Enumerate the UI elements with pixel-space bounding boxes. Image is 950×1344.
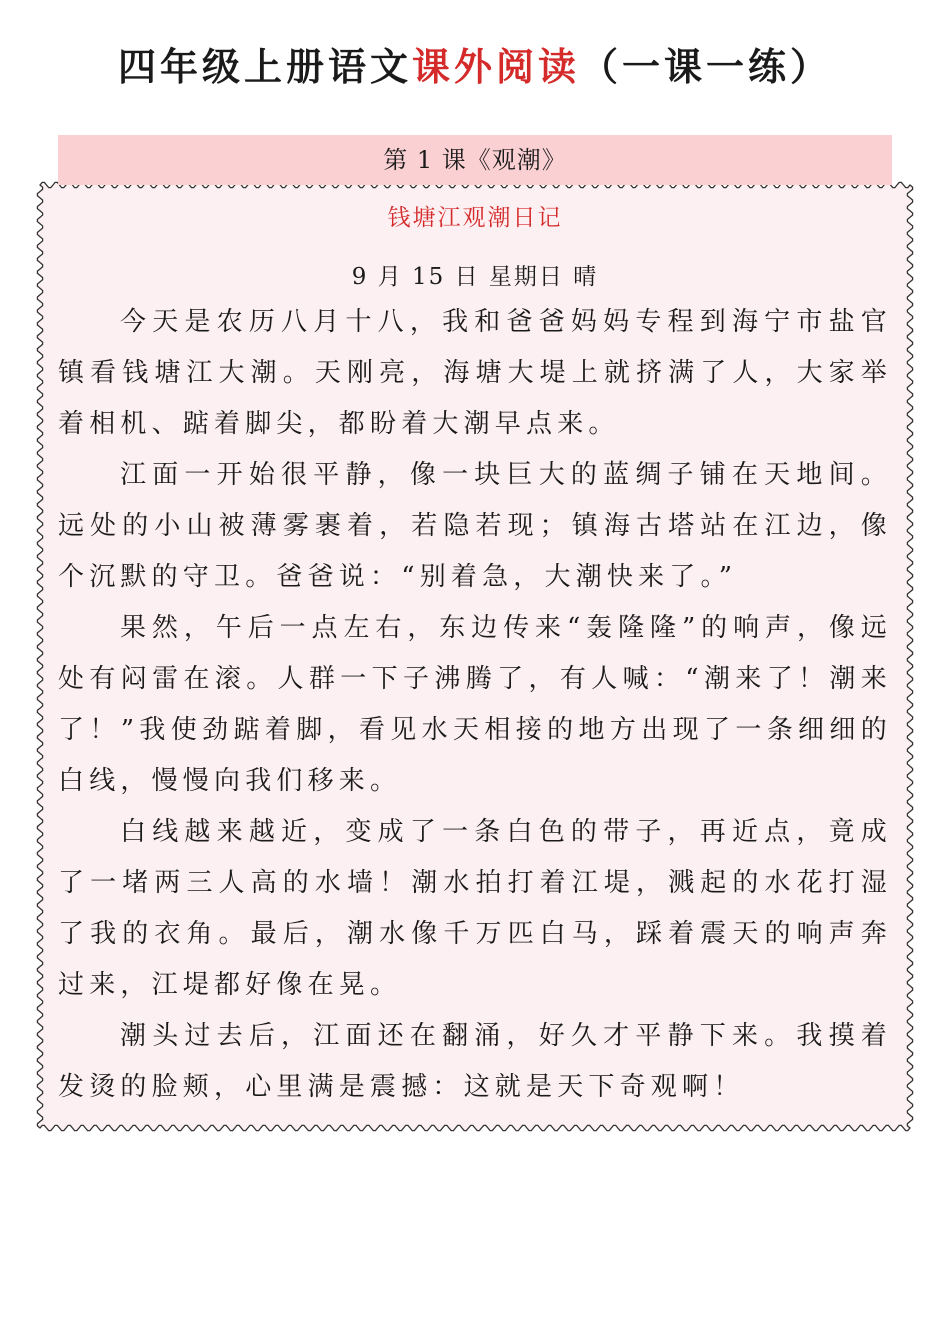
title-reading: 课外阅读 bbox=[411, 44, 580, 89]
paragraph-1: 今天是农历八月十八，我和爸爸妈妈专程到海宁市盐官镇看钱塘江大潮。天刚亮，海塘大堤上就挤满了人，大家举着相机、踮着脚尖，都盼着大潮早点来。 bbox=[58, 307, 892, 439]
paragraph-5: 潮头过去后，江面还在翻涌，好久才平静下来。我摸着发烫的脸颊，心里满是震撼：这就是天下奇观啊！ bbox=[58, 1021, 892, 1102]
paragraph-4: 白线越来越近，变成了一条白色的带子，再近点，竟成了一堵两三人高的水墙！潮水拍打着江堤，溅起的水花打湿了我的衣角。最后，潮水像千万匹白马，踩着震天的响声奔过来，江堤都好像在晃。 bbox=[58, 817, 892, 1000]
story-content bbox=[58, 196, 892, 1113]
lesson-title-bar bbox=[58, 135, 892, 185]
title-practice: （一课一练） bbox=[580, 44, 833, 89]
story-title: 钱塘江观潮日记 bbox=[387, 205, 563, 231]
diary-date: 9 月 15 日 星期日 晴 bbox=[351, 264, 599, 290]
paragraph-3: 果然，午后一点左右，东边传来“轰隆隆”的响声，像远处有闷雷在滚。人群一下子沸腾了，有人喊：“潮来了！潮来了！”我使劲踮着脚，看见水天相接的地方出现了一条细细的白线，慢慢向我们移来。 bbox=[58, 613, 892, 796]
title-grade: 四年级上册语文 bbox=[117, 44, 412, 89]
paragraph-2: 江面一开始很平静，像一块巨大的蓝绸子铺在天地间。远处的小山被薄雾裹着，若隐若现；镇海古塔站在江边，像个沉默的守卫。爸爸说：“别着急，大潮快来了。” bbox=[58, 460, 892, 592]
lesson-label: 第 1 课《观潮》 bbox=[383, 146, 567, 174]
